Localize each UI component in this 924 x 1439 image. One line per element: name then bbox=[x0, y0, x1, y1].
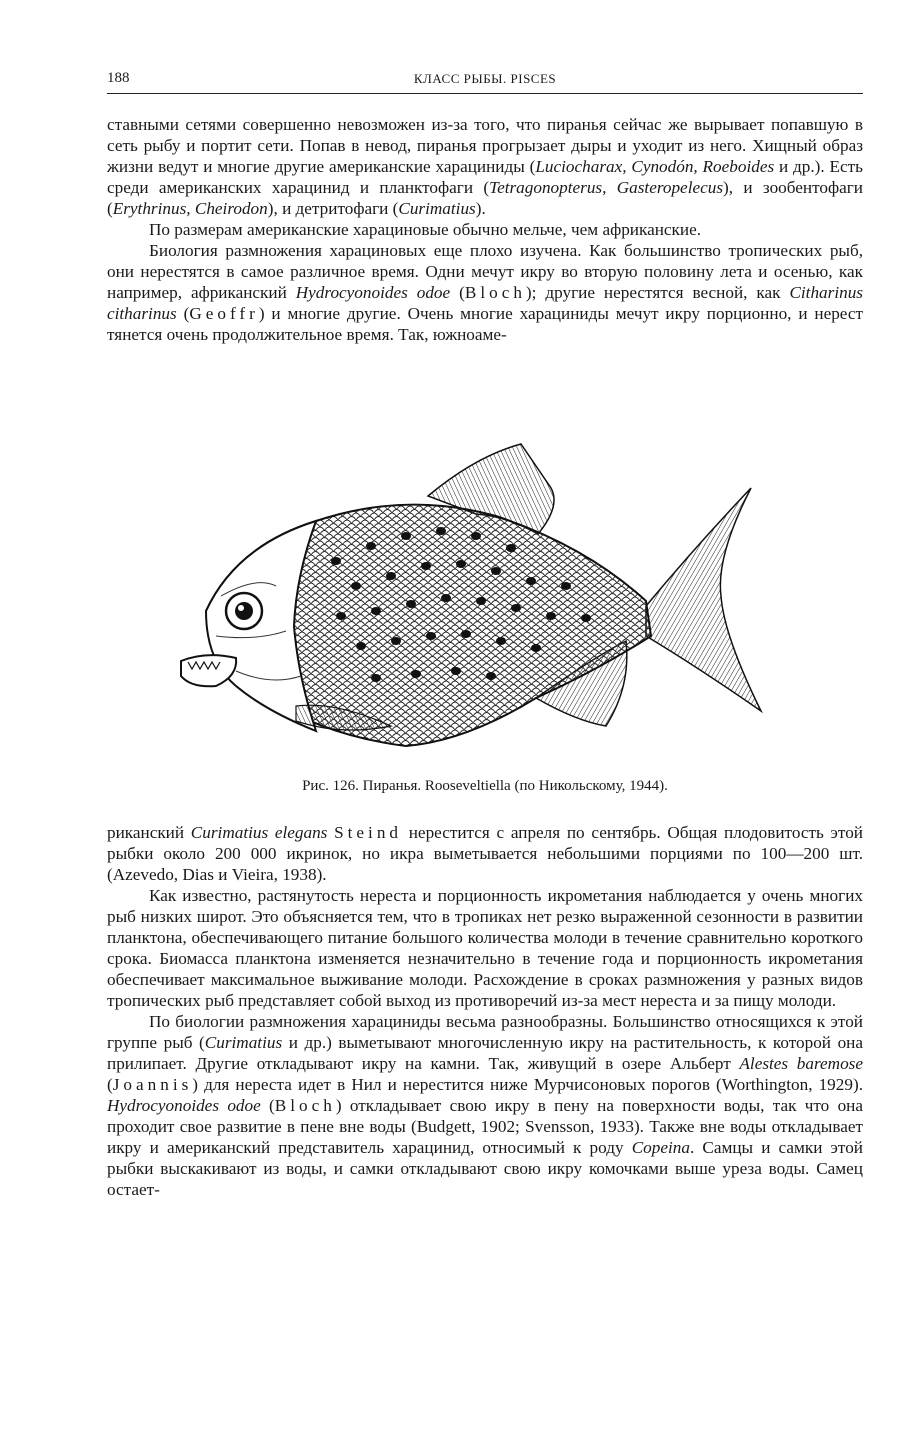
piranha-illustration bbox=[176, 436, 766, 761]
header-rule bbox=[107, 93, 863, 94]
genus-names: Curimatius bbox=[398, 199, 476, 218]
page-number: 188 bbox=[107, 70, 130, 86]
author-name: Bloch bbox=[464, 283, 526, 302]
genus-name: Curimatius bbox=[204, 1033, 283, 1052]
caudal-fin bbox=[646, 488, 761, 711]
genus-names: Tetragonopterus, Gasteropelecus bbox=[489, 178, 724, 197]
genus-names: Luciocharax, Cynodón, Roeboides bbox=[535, 157, 775, 176]
paragraph: По размерам американские харациновые обычно мельче, чем африканские. bbox=[149, 220, 702, 239]
author-name: Geoffr bbox=[189, 304, 259, 323]
text-run: и др.) выметывают многочисленную икру на растительность, к которой она прилипает. Другие откладывают икру на камни. Так, живущий в озере Альберт bbox=[107, 1033, 863, 1073]
text-run: Биология размножения харациновых еще плохо изучена. Как большинство тропических рыб, они нерестятся в самое различное время. Одни мечут икру во вторую половину лета и осенью, как например, африканский bbox=[107, 241, 863, 302]
text-run: ); другие нерестятся весной, как bbox=[525, 283, 790, 302]
author-name: Joannis bbox=[112, 1075, 193, 1094]
genus-names: Erythrinus, Cheirodon bbox=[112, 199, 268, 218]
text-run: ( bbox=[107, 1075, 113, 1094]
text-run: ) откладывает свою икру в пену на поверхности воды, так что она проходит свое развитие в пене вне воды (Budgett, 1902; Svensson, 1933). Также вне воды откладывает икру и американский представитель харацинид, относимый к роду bbox=[107, 1096, 864, 1157]
author-name: Bloch bbox=[274, 1096, 336, 1115]
text-run: ( bbox=[260, 1096, 275, 1115]
species-name: Alestes baremose bbox=[739, 1054, 864, 1073]
text-run: ). bbox=[475, 199, 486, 218]
text-run: ) для нереста идет в Нил и нерестится ниже Мурчисоновых порогов (Worthington, 1929). bbox=[192, 1075, 863, 1094]
species-name: Curimatius elegans bbox=[190, 823, 328, 842]
page-header bbox=[107, 70, 863, 92]
text-block-bottom bbox=[107, 822, 863, 1200]
text-run: риканский bbox=[107, 823, 191, 842]
text-run: ), и зообентофаги ( bbox=[107, 178, 863, 218]
text-run: ), и детритофаги ( bbox=[267, 199, 399, 218]
running-head: КЛАСС РЫБЫ. PISCES bbox=[413, 71, 557, 86]
paragraph bbox=[107, 114, 863, 219]
piranha-figure bbox=[176, 436, 766, 761]
text-block-top bbox=[107, 114, 863, 345]
species-name: Hydrocyonoides odoe bbox=[107, 1096, 261, 1115]
text-run: ( bbox=[450, 283, 465, 302]
species-name: Citharinus citharinus bbox=[107, 283, 863, 323]
text-run: ) и многие другие. Очень многие харациниды мечут икру порционно, и нерест тянется очень продолжительное время. Так, южноаме- bbox=[107, 304, 863, 344]
text-run: ( bbox=[176, 304, 190, 323]
paragraph bbox=[107, 822, 863, 885]
jaw bbox=[181, 655, 236, 686]
text-run: и др.). Есть среди американских харацинид и планктофаги ( bbox=[107, 157, 863, 197]
paragraph bbox=[107, 240, 863, 345]
species-name: Hydrocyonoides odoe bbox=[295, 283, 451, 302]
text-run: ставными сетями совершенно невозможен из-за того, что пиранья сейчас же вырывает попавшую в сеть рыбу и портит сети. Попав в невод, пиранья прогрызает дыры и уходит из него. Хищный образ жизни ведут и многие другие американские харациниды ( bbox=[107, 115, 863, 176]
genus-name: Copeina bbox=[631, 1138, 690, 1157]
author-name: Steind bbox=[334, 823, 403, 842]
text-run: . Самцы и самки этой рыбки выскакивают из воды, и самки откладывают свою икру комочками выше уреза воды. Самец остает- bbox=[107, 1138, 863, 1199]
paragraph bbox=[107, 1011, 863, 1200]
paragraph: Как известно, растянутость нереста и порционность икрометания наблюдается у очень многих рыб низких широт. Это объясняется тем, что в тропиках нет резко выраженной сезонности в развитии планктона, обеспечивающего питание большого количества молоди в течение сравнительно короткого срока. Биомасса планктона изменяется незначительно в течение года и порционность икрометания обеспечивает максимальное выживание молоди. Расхождение в сроках размножения у разных видов тропических рыб представляет собой выход из противоречий из-за мест нереста и за пищу молоди. bbox=[107, 886, 863, 1010]
figure-caption: Рис. 126. Пиранья. Rooseveltiella (по Никольскому, 1944). bbox=[302, 778, 668, 794]
text-run: нерестится с апреля по сентябрь. Общая плодовитость этой рыбки около 200 000 икринок, но икра выметывается небольшими порциями по 100—200 шт. (Azevedo, Dias и Vieira, 1938). bbox=[107, 823, 863, 884]
text-run: По биологии размножения харациниды весьма разнообразны. Большинство относящихся к этой группе рыб ( bbox=[107, 1012, 863, 1052]
